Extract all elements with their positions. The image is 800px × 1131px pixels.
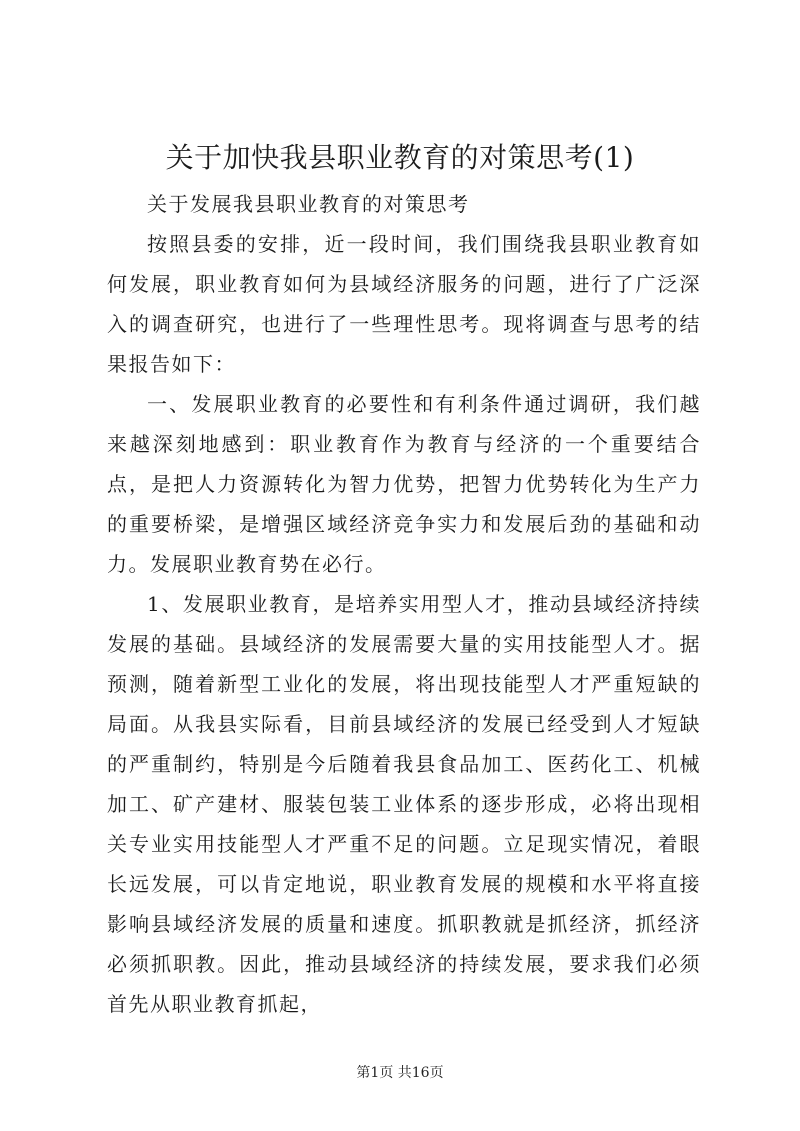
point-one-paragraph: 1、发展职业教育，是培养实用型人才，推动县域经济持续发展的基础。县域经济的发展需要大量的实用技能型人才。据预测，随着新型工业化的发展，将出现技能型人才严重短缺的局面。从我县实际看，目前县域经济的发展已经受到人才短缺的严重制约，特别是今后随着我县食品加工、医药化工、机械加工、矿产建材、服装包装工业体系的逐步形成，必将出现相关专业实用技能型人才严重不足的问题。立足现实情况，着眼长远发展，可以肯定地说，职业教育发展的规模和水平将直接影响县域经济发展的质量和速度。抓职教就是抓经济，抓经济必须抓职教。因此，推动县域经济的持续发展，要求我们必须首先从职业教育抓起，: [107, 592, 701, 1016]
page-footer: 第1页 共16页: [356, 1065, 444, 1081]
section-one-paragraph: 一、发展职业教育的必要性和有利条件通过调研，我们越来越深刻地感到：职业教育作为教育与经济的一个重要结合点，是把人力资源转化为智力优势，把智力优势转化为生产力的重要桥梁，是增强区域经济竞争实力和发展后劲的基础和动力。发展职业教育势在必行。: [107, 392, 701, 576]
intro-paragraph: 按照县委的安排，近一段时间，我们围绕我县职业教育如何发展，职业教育如何为县域经济服务的问题，进行了广泛深入的调查研究，也进行了一些理性思考。现将调查与思考的结果报告如下：: [107, 232, 701, 376]
subtitle-paragraph: 关于发展我县职业教育的对策思考: [147, 192, 470, 216]
document-title: 关于加快我县职业教育的对策思考(1): [165, 141, 635, 174]
document-body: [107, 184, 701, 1024]
